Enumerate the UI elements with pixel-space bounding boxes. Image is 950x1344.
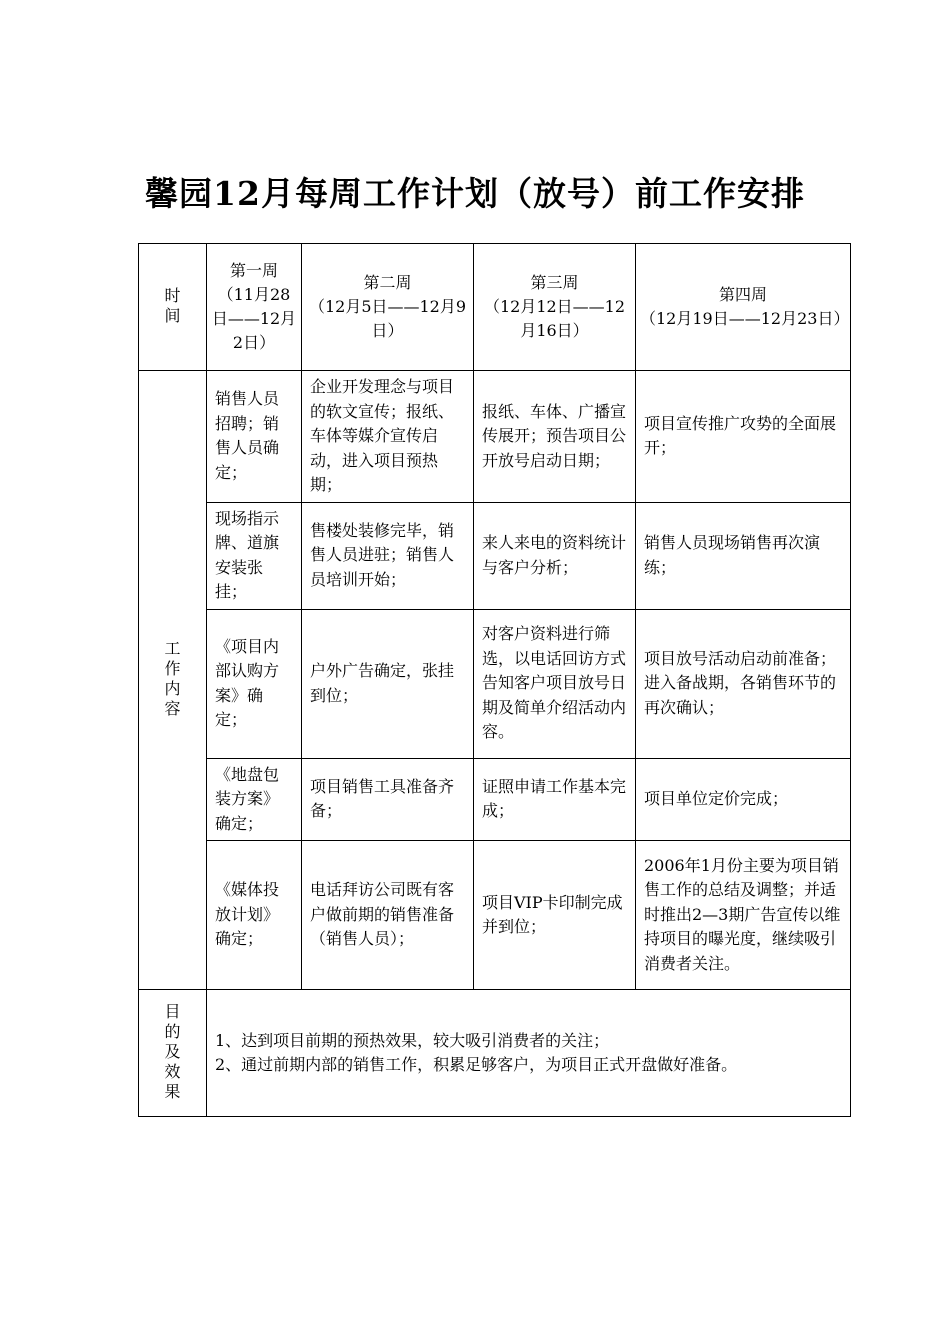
purpose-item: 1、达到项目前期的预热效果，较大吸引消费者的关注； [215,1030,610,1050]
table-cell: 现场指示牌、道旗安装张挂； [207,502,302,609]
table-cell: 项目销售工具准备齐备； [302,758,474,841]
week-header-2 [302,244,474,371]
content-label-cell [139,371,207,990]
table-row [139,758,851,841]
table-cell: 2006年1月份主要为项目销售工作的总结及调整；并适时推出2—3期广告宣传以维持项目的曝光度，继续吸引消费者关注。 [636,841,851,990]
table-cell: 《媒体投放计划》确定； [207,841,302,990]
table-cell: 售楼处装修完毕，销售人员进驻；销售人员培训开始； [302,502,474,609]
week-range: （12月19日——12月23日） [640,309,850,328]
table-row [139,609,851,758]
table-cell: 电话拜访公司既有客户做前期的销售准备（销售人员）； [302,841,474,990]
week-name: 第三周 [530,273,579,292]
table-header-row [139,244,851,371]
week-range: （12月5日——12月9日） [308,297,467,340]
purpose-label-cell [139,990,207,1117]
week-header-3 [474,244,636,371]
week-header-1 [207,244,302,371]
table-cell: 证照申请工作基本完成； [474,758,636,841]
purpose-label: 目的及效果 [164,1001,181,1101]
table-cell: 项目放号活动启动前准备；进入备战期，各销售环节的再次确认； [636,609,851,758]
table-cell: 销售人员现场销售再次演练； [636,502,851,609]
time-label: 时间 [164,285,181,325]
table-cell: 《地盘包装方案》确定； [207,758,302,841]
table-cell: 《项目内部认购方案》确定； [207,609,302,758]
table-row [139,502,851,609]
table-cell: 报纸、车体、广播宣传展开；预告项目公开放号启动日期； [474,371,636,503]
week-header-4 [636,244,851,371]
table-cell: 项目单位定价完成； [636,758,851,841]
week-range: （12月12日——12月16日） [483,297,626,340]
page-title: 馨园12月每周工作计划（放号）前工作安排 [145,174,805,213]
table-cell: 企业开发理念与项目的软文宣传；报纸、车体等媒介宣传启动，进入项目预热期； [302,371,474,503]
table-cell: 项目VIP卡印制完成并到位； [474,841,636,990]
week-name: 第一周 [229,261,278,280]
time-label-cell [139,244,207,371]
content-label: 工作内容 [164,638,181,718]
table-cell: 项目宣传推广攻势的全面展开； [636,371,851,503]
table-cell: 来人来电的资料统计与客户分析； [474,502,636,609]
week-name: 第四周 [718,285,767,304]
table-cell: 对客户资料进行筛选，以电话回访方式告知客户项目放号日期及简单介绍活动内容。 [474,609,636,758]
purpose-item: 2、通过前期内部的销售工作，积累足够客户，为项目正式开盘做好准备。 [215,1055,738,1074]
purpose-row [139,990,851,1117]
table-row [139,371,851,503]
table-cell: 销售人员招聘；销售人员确定； [207,371,302,503]
week-range: （11月28日——12月2日） [211,285,297,352]
table-row [139,841,851,990]
week-name: 第二周 [363,273,412,292]
table-cell: 户外广告确定，张挂到位； [302,609,474,758]
work-plan-table [138,243,851,1117]
purpose-cell [207,990,851,1117]
